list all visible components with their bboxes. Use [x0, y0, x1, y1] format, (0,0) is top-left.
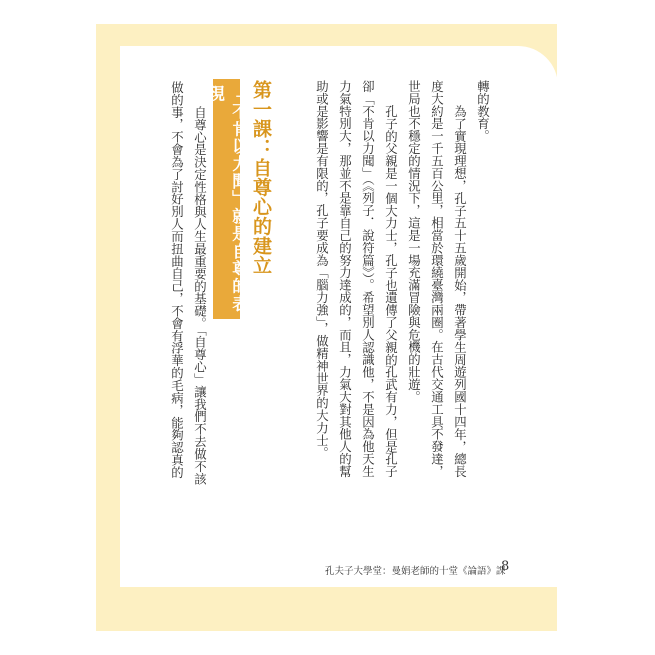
text-column-6: 卻「不肯以力聞」（《列子．說符篇》）。希望別人認識他，不是因為他天生 [360, 80, 376, 478]
text-column-4: 世局也不穩定的情況下，這是一場充滿冒險與危機的壯遊。 [406, 80, 422, 403]
footer-book-title: 孔夫子大學堂：曼娟老師的十堂《論語》課 [325, 566, 506, 577]
section-subheading [205, 79, 249, 319]
text-column-10: 做的事，不會為了討好別人而扭曲自己，不會有浮華的毛病，能夠認真的 [169, 81, 185, 479]
section-subheading-text: 「不肯以力聞」就是自尊的表現 [205, 85, 249, 313]
text-column-2: 為了實現理想，孔子五十五歲開始，帶著學生周遊列國十四年，總長 [452, 105, 468, 478]
text-column-1: 轉的教育。 [475, 80, 491, 143]
text-column-7: 力氣特別大，那並不是靠自己的努力達成的，而且，力氣大對其他人的幫 [337, 80, 353, 478]
text-column-3: 度大約是一千五百公里，相當於環繞臺灣兩圈。在古代交通工具不發達， [429, 80, 445, 478]
text-column-9: 自尊心是決定性格與人生最重要的基礎。「自尊心」讓我們不去做不該 [192, 106, 208, 485]
text-column-5: 孔子的父親是一個大力士，孔子也遺傳了父親的孔武有力，但是孔子 [383, 105, 399, 478]
chapter-title: 第一課：自尊心的建立 [250, 80, 272, 275]
page-number: 8 [501, 559, 510, 574]
text-column-8: 助或是影響是有限的，孔子要成為「腦力強」，做精神世界的大力士。 [314, 80, 330, 459]
